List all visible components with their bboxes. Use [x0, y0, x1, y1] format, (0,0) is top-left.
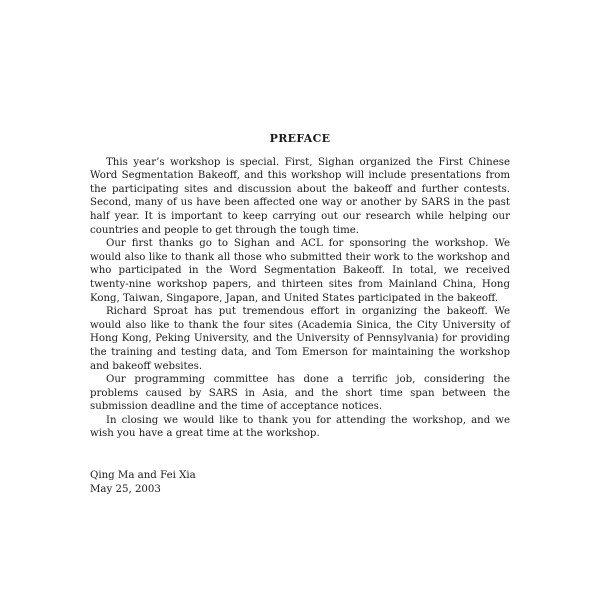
- page-title: PREFACE: [269, 132, 331, 145]
- paragraph-intro: This year’s workshop is special. First, Sighan organized the First Chinese Word Segmentation Bakeoff, and this workshop will include presentations from the participating sites and discussion about the bakeoff and further contests. Second, many of us have been affected one way or another by SARS in the past half year. It is important to keep carrying out our research while helping our countries and people to get through the tough time.: [90, 156, 510, 236]
- paragraph-bakeoff: Richard Sproat has put tremendous effort in organizing the bakeoff. We would also like to thank the four sites (Academia Sinica, the City University of Hong Kong, Peking University, and the University of Pennsylvania) for providing the training and testing data, and Tom Emerson for maintaining the workshop and bakeoff websites.: [90, 306, 510, 372]
- paragraph-closing: In closing we would like to thank you for attending the workshop, and we wish you have a great time at the workshop.: [90, 414, 510, 440]
- paragraph-thanks: Our first thanks go to Sighan and ACL for sponsoring the workshop. We would also like to thank all those who submitted their work to the workshop and who participated in the Word Segmentation Bakeoff. In total, we received twenty-nine workshop papers, and thirteen sites from Mainland China, Hong Kong, Taiwan, Singapore, Japan, and United States participated in the bakeoff.: [90, 238, 510, 304]
- document-body: [90, 132, 510, 496]
- paragraph-committee: Our programming committee has done a terrific job, considering the problems caused by SARS in Asia, and the short time span between the submission deadline and the time of acceptance notices.: [90, 374, 510, 413]
- signature-authors: Qing Ma and Fei Xia: [90, 470, 196, 482]
- signature-block: [90, 469, 510, 496]
- signature-date: May 25, 2003: [90, 483, 161, 495]
